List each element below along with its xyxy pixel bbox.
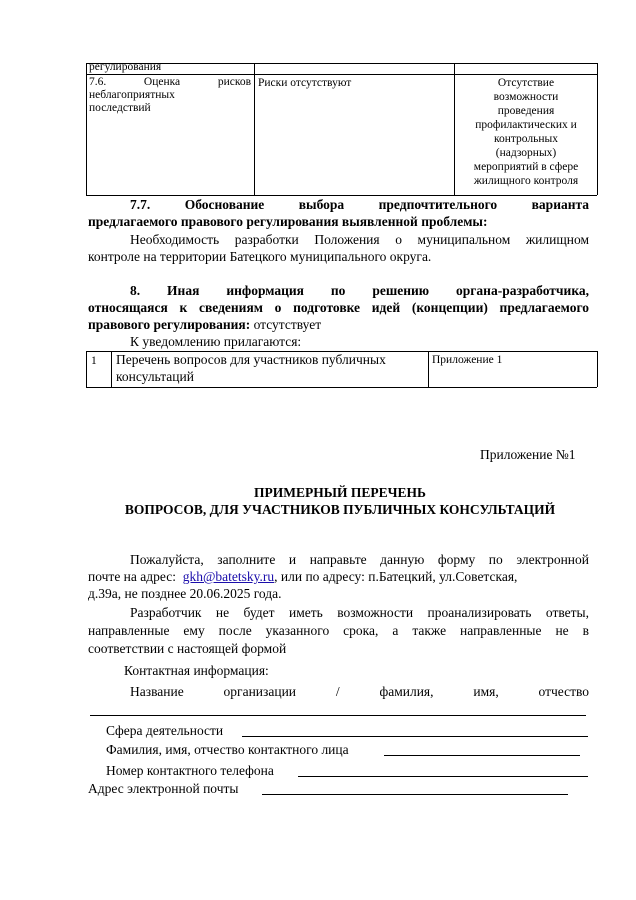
table-cell-consequence: Отсутствие возможности проведения профилактических и контрольных (надзорных) мероприятий в сфере жилищного контроля: [473, 77, 579, 187]
paragraph: Разработчик не будет иметь возможности проанализировать ответы,: [130, 605, 589, 620]
section-heading: 7.7. Обоснование выбора предпочтительного варианта: [130, 197, 590, 212]
appendix-label: Приложение №1: [480, 447, 576, 462]
section-heading: правового регулирования: отсутствует: [88, 317, 322, 332]
contact-label: Контактная информация:: [124, 663, 269, 678]
email-field[interactable]: [262, 794, 568, 795]
appendix-title: ВОПРОСОВ, ДЛЯ УЧАСТНИКОВ ПУБЛИЧНЫХ КОНСУЛЬТАЦИЙ: [124, 502, 556, 517]
org-name-label: Название организации / фамилия, имя, отчество: [130, 684, 590, 699]
phone-field[interactable]: [298, 776, 588, 777]
table-cell-title: консультаций: [116, 369, 194, 384]
appendix-title: ПРИМЕРНЫЙ ПЕРЕЧЕНЬ: [254, 485, 426, 500]
table-cell-label: последствий: [89, 102, 151, 114]
table-cell-label: 7.6. Оценка рисков: [89, 76, 252, 88]
org-name-field[interactable]: [90, 715, 586, 716]
table-cell: регулирования: [89, 61, 162, 73]
paragraph: почте на адрес: gkh@batetsky.ru, или по адресу: п.Батецкий, ул.Советская,: [88, 569, 518, 584]
paragraph: соответствии с настоящей формой: [88, 641, 287, 656]
paragraph: Пожалуйста, заполните и направьте данную форму по электронной: [130, 552, 589, 567]
table-cell-title: Перечень вопросов для участников публичных: [116, 352, 386, 367]
table-cell-value: Риски отсутствуют: [258, 77, 352, 89]
table-cell-label: неблагоприятных: [89, 89, 175, 101]
contact-person-label: Фамилия, имя, отчество контактного лица: [106, 742, 349, 757]
section-heading: предлагаемого правового регулирования выявленной проблемы:: [88, 214, 488, 229]
activity-label: Сфера деятельности: [106, 723, 224, 738]
section-heading: 8. Иная информация по решению органа-разработчика,: [130, 283, 590, 298]
phone-label: Номер контактного телефона: [106, 763, 274, 778]
paragraph: направленные ему после указанного срока, а также направленные не в: [88, 623, 589, 638]
section-heading: относящаяся к сведениям о подготовке идей (концепции) предлагаемого: [88, 300, 589, 315]
table-cell-attachment: Приложение 1: [432, 354, 503, 366]
paragraph: Необходимость разработки Положения о муниципальном жилищном: [130, 232, 589, 247]
contact-person-field[interactable]: [384, 755, 580, 756]
table-cell-number: 1: [91, 355, 97, 367]
email-label: Адрес электронной почты: [88, 781, 239, 796]
attachments-intro: К уведомлению прилагаются:: [130, 334, 302, 349]
paragraph: контроле на территории Батецкого муниципального округа.: [88, 249, 432, 264]
email-link[interactable]: gkh@batetsky.ru: [182, 569, 275, 584]
paragraph: д.39а, не позднее 20.06.2025 года.: [88, 586, 282, 601]
activity-field[interactable]: [242, 736, 588, 737]
